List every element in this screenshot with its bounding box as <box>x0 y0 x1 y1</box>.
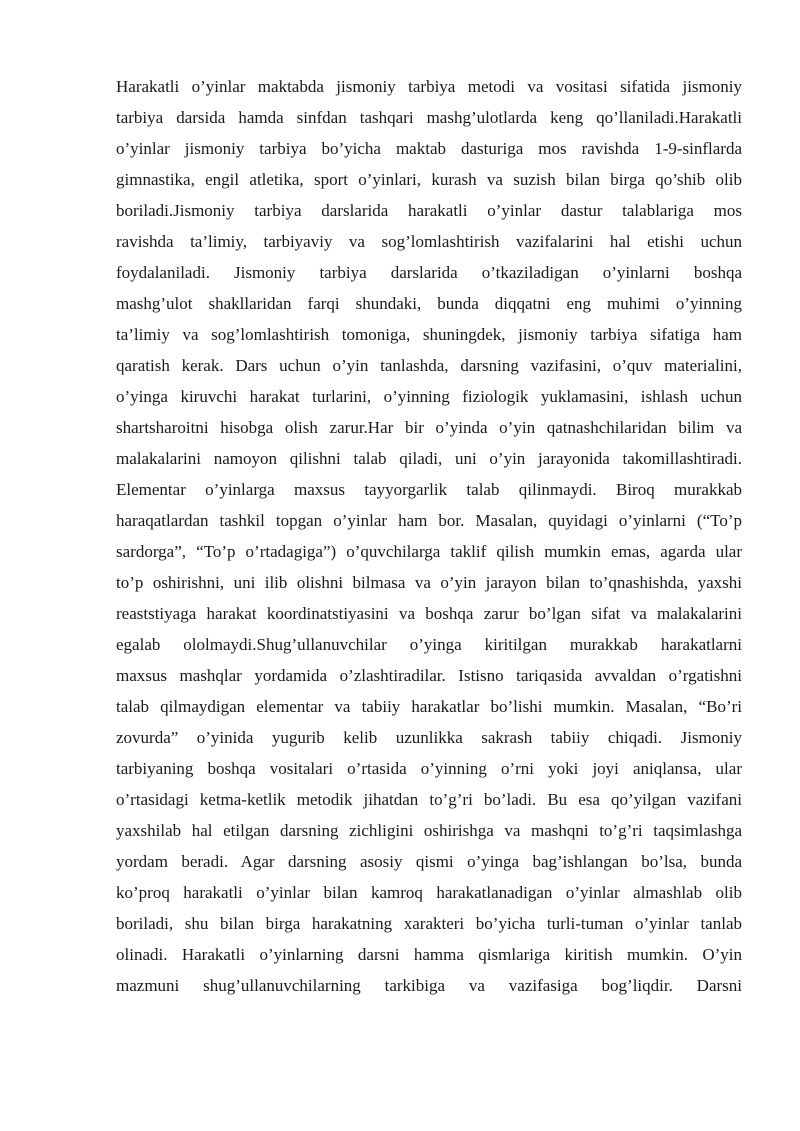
text-line: foydalaniladi. Jismoniy tarbiya darslarida o’tkaziladigan o’yinlarni boshqa <box>116 263 742 282</box>
text-line: reaststiyaga harakat koordinatstiyasini va boshqa zarur bo’lgan sifat va malakalarini <box>116 604 742 623</box>
text-line: yaxshilab hal etilgan darsning zichligini oshirishga va mashqni to’g’ri taqsimlashga <box>116 821 742 840</box>
text-line: maxsus mashqlar yordamida o’zlashtiradilar. Istisno tariqasida avvaldan o’rgatishni <box>116 666 742 685</box>
text-line: ta’limiy va sog’lomlashtirish tomoniga, shuningdek, jismoniy tarbiya sifatiga ham <box>116 325 742 344</box>
text-line: tarbiya darsida hamda sinfdan tashqari mashg’ulotlarda keng qo’llaniladi.Harakatli <box>116 108 742 127</box>
text-line: haraqatlardan tashkil topgan o’yinlar ham bor. Masalan, quyidagi o’yinlarni (“To’p <box>116 511 742 530</box>
text-line: mashg’ulot shakllaridan farqi shundaki, bunda diqqatni eng muhimi o’yinning <box>116 294 742 313</box>
text-line: Elementar o’yinlarga maxsus tayyorgarlik talab qilinmaydi. Biroq murakkab <box>116 480 742 499</box>
text-line: egalab ololmaydi.Shug’ullanuvchilar o’yinga kiritilgan murakkab harakatlarni <box>116 635 742 654</box>
text-line: to’p oshirishni, uni ilib olishni bilmasa va o’yin jarayon bilan to’qnashishda, yaxshi <box>116 573 742 592</box>
text-line: shartsharoitni hisobga olish zarur.Har bir o’yinda o’yin qatnashchilaridan bilim va <box>116 418 742 437</box>
text-line: boriladi.Jismoniy tarbiya darslarida harakatli o’yinlar dastur talablariga mos <box>116 201 742 220</box>
text-line: o’rtasidagi ketma-ketlik metodik jihatdan to’g’ri bo’ladi. Bu esa qo’yilgan vazifani <box>116 790 742 809</box>
text-line: boriladi, shu bilan birga harakatning xarakteri bo’yicha turli-tuman o’yinlar tanlab <box>116 914 742 933</box>
text-line: tarbiyaning boshqa vositalari o’rtasida o’yinning o’rni yoki joyi aniqlansa, ular <box>116 759 742 778</box>
text-line: o’yinga kiruvchi harakat turlarini, o’yinning fiziologik yuklamasini, ishlash uchun <box>116 387 742 406</box>
text-line: talab qilmaydigan elementar va tabiiy harakatlar bo’lishi mumkin. Masalan, “Bo’ri <box>116 697 742 716</box>
text-line: malakalarini namoyon qilishni talab qiladi, uni o’yin jarayonida takomillashtiradi. <box>116 449 742 468</box>
text-line: olinadi. Harakatli o’yinlarning darsni hamma qismlariga kiritish mumkin. O’yin <box>116 945 742 964</box>
text-line: sardorga”, “To’p o’rtadagiga”) o’quvchilarga taklif qilish mumkin emas, agarda ular <box>116 542 742 561</box>
text-line: o’yinlar jismoniy tarbiya bo’yicha maktab dasturiga mos ravishda 1-9-sinflarda <box>116 139 742 158</box>
text-line: ko’proq harakatli o’yinlar bilan kamroq harakatlanadigan o’yinlar almashlab olib <box>116 883 742 902</box>
text-line: mazmuni shug’ullanuvchilarning tarkibiga va vazifasiga bog’liqdir. Darsni <box>116 976 742 995</box>
text-line: zovurda” o’yinida yugurib kelib uzunlikka sakrash tabiiy chiqadi. Jismoniy <box>116 728 742 747</box>
text-line: qaratish kerak. Dars uchun o’yin tanlashda, darsning vazifasini, o’quv materialini, <box>116 356 742 375</box>
text-line: Harakatli o’yinlar maktabda jismoniy tarbiya metodi va vositasi sifatida jismoniy <box>116 77 742 96</box>
text-line: yordam beradi. Agar darsning asosiy qismi o’yinga bag’ishlangan bo’lsa, bunda <box>116 852 742 871</box>
text-line: gimnastika, engil atletika, sport o’yinlari, kurash va suzish bilan birga qo’shib olib <box>116 170 742 189</box>
body-paragraph <box>116 71 742 1001</box>
text-line: ravishda ta’limiy, tarbiyaviy va sog’lomlashtirish vazifalarini hal etishi uchun <box>116 232 742 251</box>
